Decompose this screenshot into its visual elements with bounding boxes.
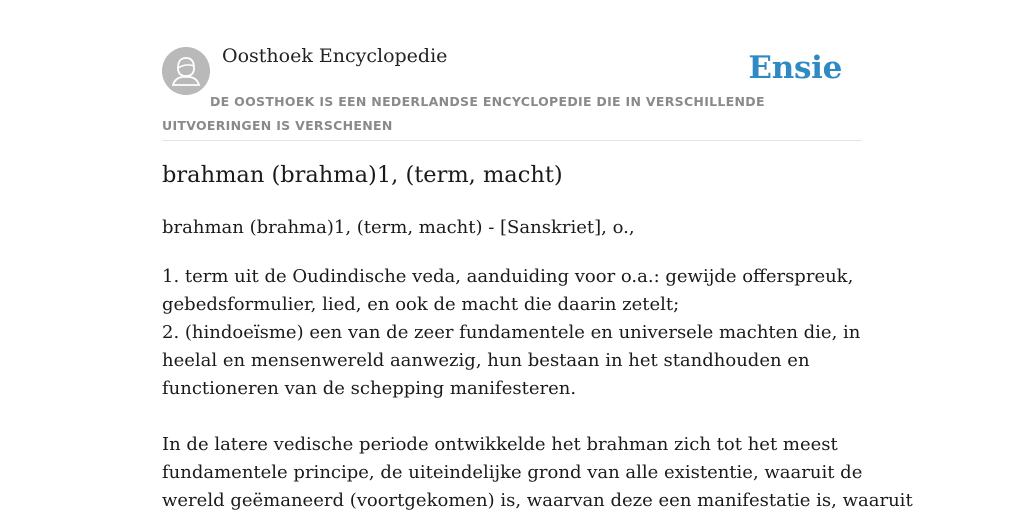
ensie-logo[interactable]: Ensie bbox=[748, 50, 842, 86]
body-line: 1. term uit de Oudindische veda, aanduiding voor o.a.: gewijde offerspreuk, bbox=[162, 266, 854, 287]
body-line: 2. (hindoeïsme) een van de zeer fundamentele en universele machten die, in bbox=[162, 322, 861, 343]
article-title: brahman (brahma)1, (term, macht) bbox=[162, 162, 563, 188]
body-line: wereld geëmaneerd (voortgekomen) is, waarvan deze een manifestatie is, waaruit bbox=[162, 490, 913, 511]
body-line: fundamentele principe, de uiteindelijke grond van alle existentie, waaruit de bbox=[162, 462, 863, 483]
site-tagline: DE OOSTHOEK IS EEN NEDERLANDSE ENCYCLOPEDIE DIE IN VERSCHILLENDE UITVOERINGEN IS VERSCHENEN bbox=[162, 94, 765, 133]
page bbox=[162, 0, 913, 511]
paragraph-gap bbox=[162, 403, 862, 431]
site-header bbox=[162, 0, 862, 141]
body-line: In de latere vedische periode ontwikkelde het brahman zich tot het meest bbox=[162, 434, 838, 455]
site-name[interactable]: Oosthoek Encyclopedie bbox=[222, 45, 448, 67]
body-line: gebedsformulier, lied, en ook de macht die daarin zetelt; bbox=[162, 294, 680, 315]
user-icon[interactable] bbox=[162, 47, 210, 95]
article-body bbox=[162, 263, 913, 512]
body-line: functioneren van de schepping manifesteren. bbox=[162, 378, 577, 399]
body-line: heelal en mensenwereld aanwezig, hun bestaan in het standhouden en bbox=[162, 350, 810, 371]
article-subhead: brahman (brahma)1, (term, macht) - [Sanskriet], o., bbox=[162, 217, 635, 238]
